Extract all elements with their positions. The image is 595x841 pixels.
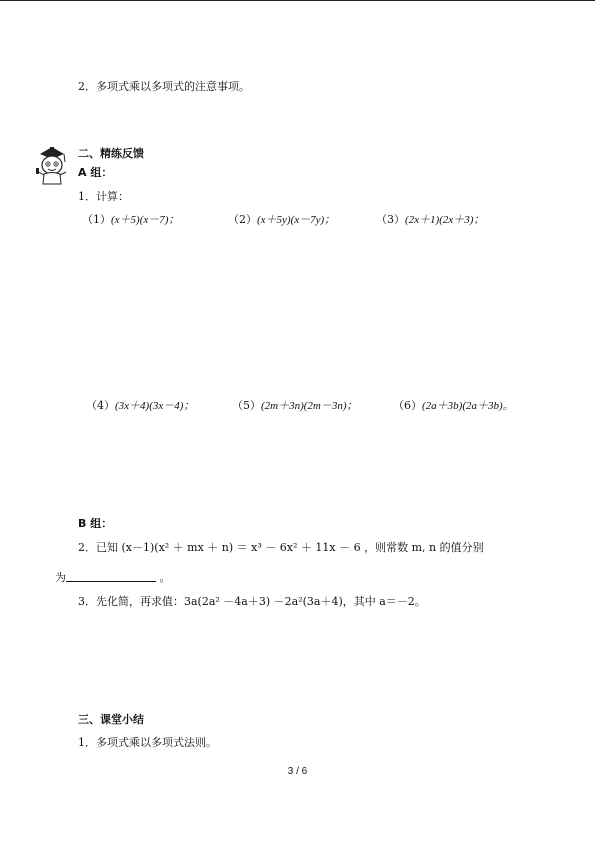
problem-number: （6） — [393, 399, 422, 412]
problem-number: （3） — [376, 213, 405, 226]
problem-number: （4） — [86, 399, 115, 412]
top-rule — [0, 0, 595, 1]
problem-5 — [232, 399, 358, 413]
group-b-label: B 组： — [78, 517, 113, 530]
problem-expression: (2x＋1)(2x＋3)； — [405, 214, 485, 226]
answer-blank[interactable] — [66, 570, 156, 582]
blank-prefix: 为 — [55, 571, 66, 584]
page-number: 3 / 6 — [287, 766, 308, 777]
problem-6 — [393, 399, 514, 413]
student-mascot-icon — [34, 144, 70, 186]
problem-3 — [376, 213, 484, 227]
problem-expression: (2m＋3n)(2m－3n)； — [261, 400, 358, 412]
problem-number: （5） — [232, 399, 261, 412]
problem-expression: (2a＋3b)(2a＋3b)。 — [422, 400, 514, 412]
problem-4 — [86, 399, 194, 413]
problem-expression: (x＋5y)(x－7y)； — [257, 214, 336, 226]
problem-number: （2） — [228, 213, 257, 226]
section3-title: 三、课堂小结 — [78, 713, 144, 726]
question-2-answer-line — [55, 570, 171, 585]
group-a-label: A 组： — [78, 166, 113, 179]
question-2: 2．已知 (x－1)(x² ＋ mx ＋ n) ＝ x³ － 6x² ＋ 11x － 6 ，则常数 m, n 的值分别 — [78, 541, 484, 554]
problem-expression: (3x＋4)(3x－4)； — [115, 400, 195, 412]
problem-1 — [82, 213, 179, 227]
note-item-2: 2．多项式乘以多项式的注意事项。 — [78, 80, 250, 93]
problem-2 — [228, 213, 335, 227]
question-3: 3．先化简，再求值：3a(2a² －4a＋3) －2a²(3a＋4)，其中 a＝－2。 — [78, 595, 426, 608]
problem-number: （1） — [82, 213, 111, 226]
blank-suffix: 。 — [159, 571, 171, 584]
summary-item-1: 1．多项式乘以多项式法则。 — [78, 736, 217, 749]
problem-expression: (x＋5)(x－7)； — [111, 214, 180, 226]
section2-title: 二、精练反馈 — [78, 147, 144, 160]
q1-label: 1．计算： — [78, 190, 129, 203]
